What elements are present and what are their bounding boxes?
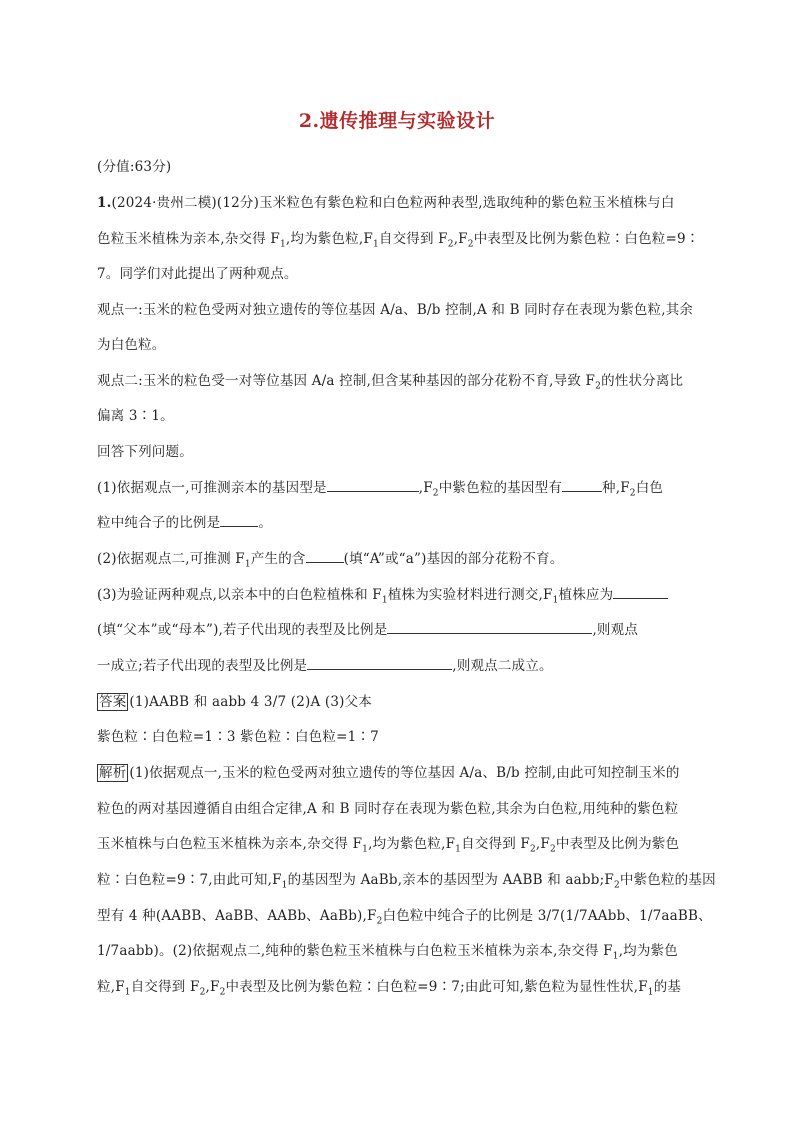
- answer-line-1: 答案 (1)AABB 和 aabb 4 3/7 (2)A (3)父本: [99, 694, 373, 710]
- viewpoint-1-line-1: 观点一:玉米的粒色受两对独立遗传的等位基因 A/a、B/b 控制,A 和 B 同时存在表现为紫色粒,其余: [97, 302, 694, 318]
- viewpoint-1-line-2: 为白色粒。: [97, 337, 166, 353]
- question-line-1: 1.(2024·贵州二模)(12分)玉米粒色有紫色粒和白色粒两种表型,选取纯种的紫色粒玉米植株与白: [97, 195, 675, 211]
- subquestion-2: (2)依据观点二,可推测 $F_1$产生的含 (填“A”或“a”)基因的部分花粉不育。: [97, 551, 564, 570]
- analysis-line-6: 1/7aabb)。(2)依据观点二,纯种的紫色粒玉米植株与白色粒玉米植株为亲本,杂交得 $F_1$,均为紫色: [97, 943, 678, 962]
- viewpoint-2-line-1: 观点二:玉米的粒色受一对等位基因 A/a 控制,但含某种基因的部分花粉不育,导致 $F_2$的性状分离比: [97, 373, 684, 392]
- answer-blank[interactable]: [327, 479, 419, 492]
- answer-line-2: 紫色粒∶白色粒=1∶3 紫色粒∶白色粒=1∶7: [97, 729, 379, 745]
- score-note: (分值:63分): [97, 159, 172, 175]
- analysis-line-3: 玉米植株与白色粒玉米植株为亲本,杂交得 $F_1$,均为紫色粒$,F_1$自交得到 $F_2,F_2$中表型及比例为紫色: [97, 836, 680, 855]
- subquestion-1-line-2: 粒中纯合子的比例是 。: [97, 515, 273, 531]
- answer-blank[interactable]: [306, 550, 344, 563]
- analysis-line-5: 型有 4 种(AABB、AaBB、AABb、$AaBb),F_2$白色粒中纯合子的比例是 3/7(1/7AAbb、1/7aaBB、: [97, 908, 712, 927]
- answer-blank[interactable]: [387, 621, 592, 634]
- analysis-label: 解析: [99, 765, 127, 781]
- analysis-line-7: 粒$,F_1$自交得到 $F_2,F_2$中表型及比例为紫色粒∶白色粒=9∶7;由此可知,紫色粒为显性性状$,F_1$的基: [97, 979, 682, 998]
- page-title: 2.遗传推理与实验设计: [298, 110, 496, 132]
- answer-label: 答案: [99, 694, 127, 710]
- question-prompt: 回答下列问题。: [97, 444, 193, 460]
- analysis-line-1: 解析 (1)依据观点一,玉米的粒色受两对独立遗传的等位基因 A/a、B/b 控制,由此可知控制玉米的: [99, 765, 680, 781]
- answer-blank[interactable]: [562, 479, 602, 492]
- answer-blank[interactable]: [220, 514, 258, 527]
- question-line-2: 色粒玉米植株为亲本,杂交得 $F_1$,均为紫色粒$,F_1$自交得到 $F_2,F_2$中表型及比例为紫色粒∶白色粒=9∶: [97, 231, 700, 250]
- analysis-line-2: 粒色的两对基因遵循自由组合定律,A 和 B 同时存在表现为紫色粒,其余为白色粒,用纯种的紫色粒: [97, 801, 679, 817]
- viewpoint-2-line-2: 偏离 3∶1。: [97, 408, 174, 424]
- answer-blank[interactable]: [613, 586, 668, 599]
- subquestion-3-line-1: (3)为验证两种观点,以亲本中的白色粒植株和 $F_1$植株为实验材料进行测交$,F_1$植株应为: [97, 583, 697, 603]
- subquestion-3-line-3: 一成立;若子代出现的表型及比例是 ,则观点二成立。: [97, 658, 553, 674]
- answer-blank[interactable]: [307, 657, 452, 670]
- question-number: 1.: [97, 195, 112, 211]
- analysis-line-4: 粒∶白色粒=9∶7,由此可知$,F_1$的基因型为 AaBb,亲本的基因型为 AABB 和 $aabb;F_2$中紫色粒的基因: [97, 872, 716, 891]
- question-line-3: 7。同学们对此提出了两种观点。: [97, 266, 298, 282]
- subquestion-1-line-1: (1)依据观点一,可推测亲本的基因型是 $,F_2$中紫色粒的基因型有 种$,F_2$白色: [97, 480, 664, 499]
- subquestion-3-line-2: (填“父本”或“母本”),若子代出现的表型及比例是 ,则观点: [97, 622, 639, 638]
